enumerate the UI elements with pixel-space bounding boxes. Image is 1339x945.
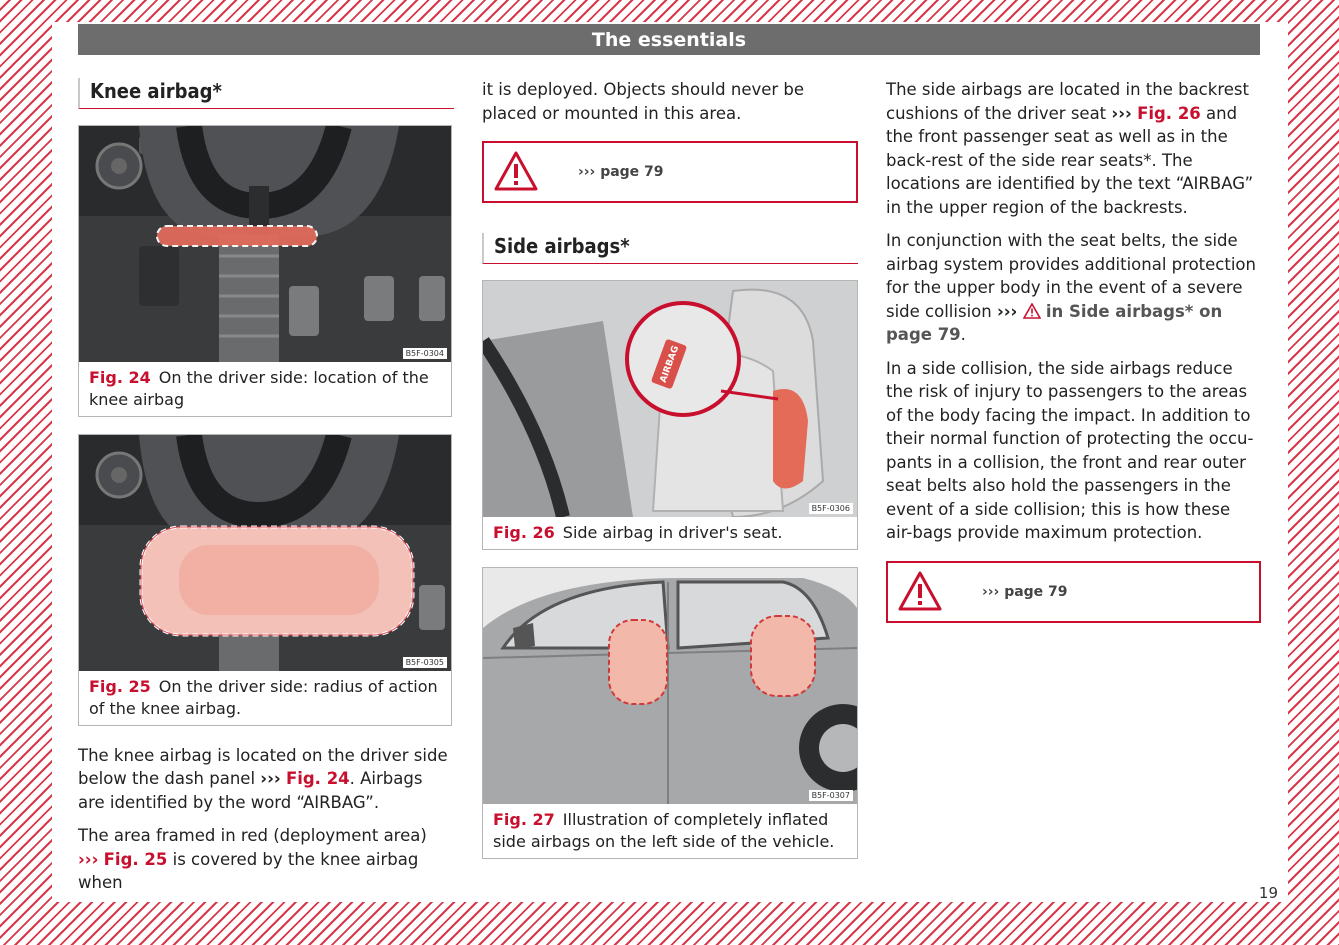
figure-24-code: B5F-0304 — [403, 348, 447, 359]
text-run: . Airbags are identified by the word “AIRBAG”. — [78, 769, 423, 812]
page-number: 19 — [1258, 884, 1278, 902]
knee-airbag-paragraph-1 — [78, 744, 452, 815]
figure-24-caption-text: On the driver side: location of the knee airbag — [89, 367, 429, 409]
airbag-seat-tag: AIRBAG — [658, 344, 682, 384]
figure-25-caption — [79, 671, 451, 725]
arrows-glyph: ››› — [982, 583, 1000, 600]
side-airbag-seat-illustration — [483, 281, 857, 517]
text-run: and the front passenger seat as well as in the back-rest of the side rear seats*. The locations are identified by the text “AIRBAG” in the upper region of the backrests. — [886, 103, 1254, 217]
warning-box-knee-airbag — [482, 141, 858, 203]
arrows-glyph: ››› — [996, 301, 1018, 321]
warning-triangle-icon — [898, 571, 942, 611]
figure-25-code: B5F-0305 — [403, 657, 447, 668]
page-header: The essentials — [78, 24, 1260, 55]
knee-airbag-location-illustration — [79, 126, 451, 362]
knee-airbag-deployment-illustration — [79, 435, 451, 671]
fig-25-reference-link[interactable]: Fig. 25 — [103, 849, 168, 869]
figure-25-label: Fig. 25 — [89, 676, 151, 696]
figure-26-caption — [483, 517, 857, 549]
figure-27-caption — [483, 804, 857, 858]
side-airbags-vehicle-illustration — [483, 568, 857, 804]
arrows-glyph: ››› — [78, 849, 99, 869]
fig-24-reference-link[interactable]: Fig. 24 — [285, 769, 350, 788]
figure-27-caption-text: Illustration of completely inflated side airbags on the left side of the vehicle. — [493, 809, 835, 851]
side-airbags-paragraph-3: In a side collision, the side airbags reduce the risk of injury to passengers to the areas of the body facing the impact. In addition to their normal function of protecting the occu-pants in a collision, the front and rear outer seat belts also hold the passengers in the event of a side collision; this is how these air-bags provide maximum protection. — [886, 358, 1254, 542]
section-heading-knee-airbag: Knee airbag* — [78, 78, 454, 109]
deployment-continuation-text: it is deployed. Objects should never be placed or mounted in this area. — [482, 80, 805, 123]
side-airbags-paragraph-2 — [886, 229, 1261, 347]
section-heading-side-airbags: Side airbags* — [482, 233, 858, 264]
side-airbags-warning-reference-link[interactable]: in Side airbags* on page 79 — [886, 301, 1223, 344]
figure-24-image — [79, 126, 451, 362]
arrows-glyph: ››› — [260, 769, 281, 788]
figure-24-label: Fig. 24 — [89, 367, 151, 387]
figure-25-image — [79, 435, 451, 671]
column-1 — [78, 78, 452, 905]
text-run: The knee airbag is located on the driver side below the dash panel — [78, 745, 448, 788]
warning-page-reference[interactable] — [578, 161, 664, 185]
figure-26-code: B5F-0306 — [809, 503, 853, 514]
figure-24-caption — [79, 362, 451, 416]
inline-warning-icon — [1023, 303, 1041, 319]
fig-26-reference-link[interactable]: Fig. 26 — [1137, 103, 1201, 123]
figure-25-caption-text: On the driver side: radius of action of the knee airbag. — [89, 676, 438, 718]
warning-page-text: page 79 — [1004, 583, 1068, 600]
manual-page — [52, 22, 1288, 902]
text-run: The area framed in red (deployment area) — [78, 826, 427, 845]
text-run: In conjunction with the seat belts, the side airbag system provides additional protection for the upper body in the event of a severe side collision — [886, 231, 1256, 321]
column-2 — [482, 78, 858, 876]
figure-26 — [482, 280, 858, 550]
warning-triangle-icon — [494, 151, 538, 191]
text-run: The side airbags are located in the backrest cushions of the driver seat — [886, 80, 1249, 123]
knee-airbag-paragraph-2 — [78, 824, 452, 895]
figure-26-image — [483, 281, 857, 517]
figure-26-label: Fig. 26 — [493, 522, 555, 542]
warning-page-text: page 79 — [600, 164, 664, 180]
side-airbags-paragraph-1 — [886, 78, 1261, 219]
figure-27-label: Fig. 27 — [493, 809, 555, 829]
figure-27-code: B5F-0307 — [809, 790, 853, 801]
text-run: . — [960, 325, 966, 344]
figure-27 — [482, 567, 858, 859]
warning-box-side-airbags — [886, 561, 1261, 623]
arrows-glyph: ››› — [1111, 103, 1132, 123]
figure-27-image — [483, 568, 857, 804]
arrows-glyph: ››› — [578, 164, 596, 180]
text-run: is covered by the knee airbag when — [78, 849, 419, 892]
warning-page-reference[interactable] — [982, 581, 1068, 605]
figure-26-caption-text: Side airbag in driver's seat. — [562, 522, 783, 542]
figure-24 — [78, 125, 452, 417]
figure-25 — [78, 434, 452, 726]
column-3 — [886, 78, 1261, 653]
